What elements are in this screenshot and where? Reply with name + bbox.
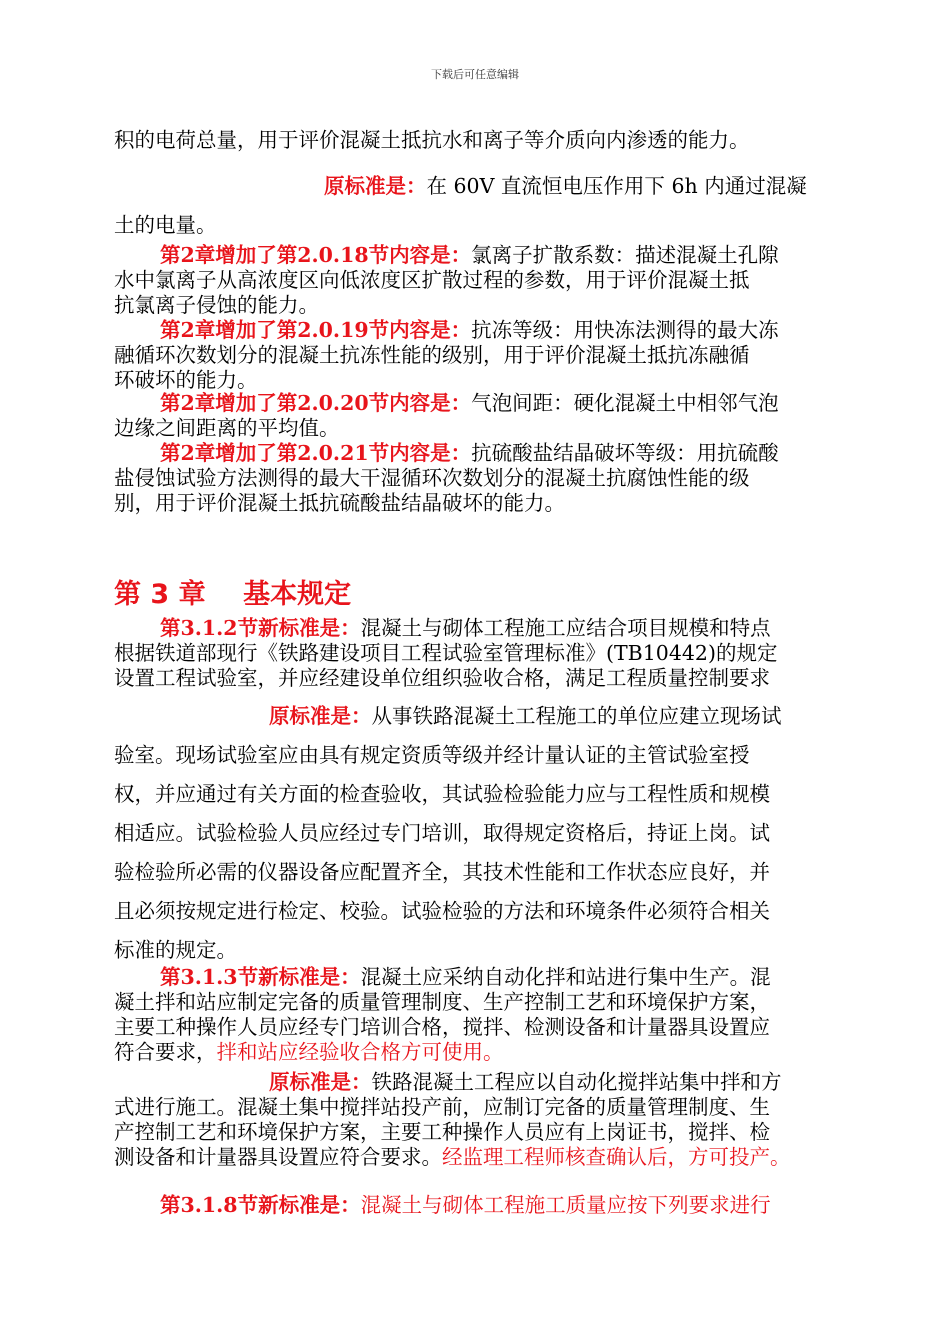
text-line: 水中氯离子从高浓度区向低浓度区扩散过程的参数，用于评价混凝土抵	[114, 268, 750, 292]
text-line: 从事铁路混凝土工程施工的单位应建立现场试	[371, 704, 782, 728]
section-label: 第3.1.2节新标准是：	[160, 616, 361, 640]
original-label: 原标准是：	[324, 174, 427, 198]
text-line: 在 60V 直流恒电压作用下 6h 内通过混凝	[426, 174, 807, 198]
original-standard-block	[114, 167, 864, 245]
text-line: 积的电荷总量，用于评价混凝土抵抗水和离子等介质向内渗透的能力。	[114, 128, 750, 152]
text-line: 混凝土与砌体工程施工应结合项目规模和特点	[360, 616, 771, 640]
section-3-1-3	[114, 965, 864, 1065]
text-line: 验检验所必需的仪器设备应配置齐全，其技术性能和工作状态应良好，并	[114, 860, 770, 884]
section-3-1-8	[114, 1193, 864, 1218]
section-label: 第3.1.3节新标准是：	[160, 965, 361, 989]
text-line: 测设备和计量器具设置应符合要求。	[114, 1145, 442, 1169]
text-line: 设置工程试验室，并应经建设单位组织验收合格，满足工程质量控制要求	[114, 666, 770, 690]
text-line: 别，用于评价混凝土抵抗硫酸盐结晶破坏的能力。	[114, 491, 565, 515]
text-line: 铁路混凝土工程应以自动化搅拌站集中拌和方	[371, 1070, 782, 1094]
text-line: 融循环次数划分的混凝土抗冻性能的级别，用于评价混凝土抵抗冻融循	[114, 343, 750, 367]
chapter-title: 第 3 章 基本规定	[114, 579, 352, 610]
text-line: 氯离子扩散系数：描述混凝土孔隙	[471, 243, 779, 267]
text-line: 环破坏的能力。	[114, 368, 258, 392]
text-line: 根据铁道部现行《铁路建设项目工程试验室管理标准》(TB10442)的规定	[114, 641, 778, 665]
text-line: 土的电量。	[114, 213, 217, 237]
text-line: 抗硫酸盐结晶破坏等级：用抗硫酸	[471, 441, 779, 465]
text-line: 混凝土应采纳自动化拌和站进行集中生产。混	[360, 965, 771, 989]
section-3-1-2-original	[114, 697, 864, 970]
section-label: 第2章增加了第2.0.21节内容是：	[160, 441, 472, 465]
highlight-text: 拌和站应经验收合格方可使用。	[216, 1040, 504, 1064]
text-line: 气泡间距：硬化混凝土中相邻气泡	[471, 391, 779, 415]
text-line: 权，并应通过有关方面的检查验收，其试验检验能力应与工程性质和规模	[114, 782, 770, 806]
section-label: 第2章增加了第2.0.18节内容是：	[160, 243, 472, 267]
text-line: 且必须按规定进行检定、校验。试验检验的方法和环境条件必须符合相关	[114, 899, 770, 923]
text-line: 相适应。试验检验人员应经过专门培训，取得规定资格后，持证上岗。试	[114, 821, 770, 845]
section-3-1-3-original	[114, 1070, 864, 1170]
section-3-1-2	[114, 616, 864, 691]
text-line: 边缘之间距离的平均值。	[114, 416, 340, 440]
text-line: 抗冻等级：用快冻法测得的最大冻	[471, 318, 779, 342]
header-watermark: 下载后可任意编辑	[431, 68, 519, 81]
paragraph-electric-charge	[114, 128, 864, 153]
text-line: 抗氯离子侵蚀的能力。	[114, 293, 319, 317]
section-label: 第3.1.8节新标准是：	[160, 1193, 361, 1217]
section-2-0-20	[114, 391, 864, 441]
text-line: 式进行施工。混凝土集中搅拌站投产前，应制订完备的质量管理制度、生	[114, 1095, 770, 1119]
original-label: 原标准是：	[269, 1070, 372, 1094]
text-line: 符合要求，	[114, 1040, 217, 1064]
section-label: 第2章增加了第2.0.20节内容是：	[160, 391, 472, 415]
original-label: 原标准是：	[269, 704, 372, 728]
text-line: 产控制工艺和环境保护方案，主要工种操作人员应有上岗证书，搅拌、检	[114, 1120, 770, 1144]
section-label: 第2章增加了第2.0.19节内容是：	[160, 318, 472, 342]
text-line: 验室。现场试验室应由具有规定资质等级并经计量认证的主管试验室授	[114, 743, 750, 767]
text-line: 主要工种操作人员应经专门培训合格，搅拌、检测设备和计量器具设置应	[114, 1015, 770, 1039]
section-2-0-21	[114, 441, 864, 516]
section-2-0-18	[114, 243, 864, 318]
text-line: 盐侵蚀试验方法测得的最大干湿循环次数划分的混凝土抗腐蚀性能的级	[114, 466, 750, 490]
highlight-text: 经监理工程师核查确认后，方可投产。	[442, 1145, 791, 1169]
text-line: 混凝土与砌体工程施工质量应按下列要求进行	[360, 1193, 771, 1217]
text-line: 标准的规定。	[114, 938, 237, 962]
text-line: 凝土拌和站应制定完备的质量管理制度、生产控制工艺和环境保护方案，	[114, 990, 770, 1014]
section-2-0-19	[114, 318, 864, 393]
